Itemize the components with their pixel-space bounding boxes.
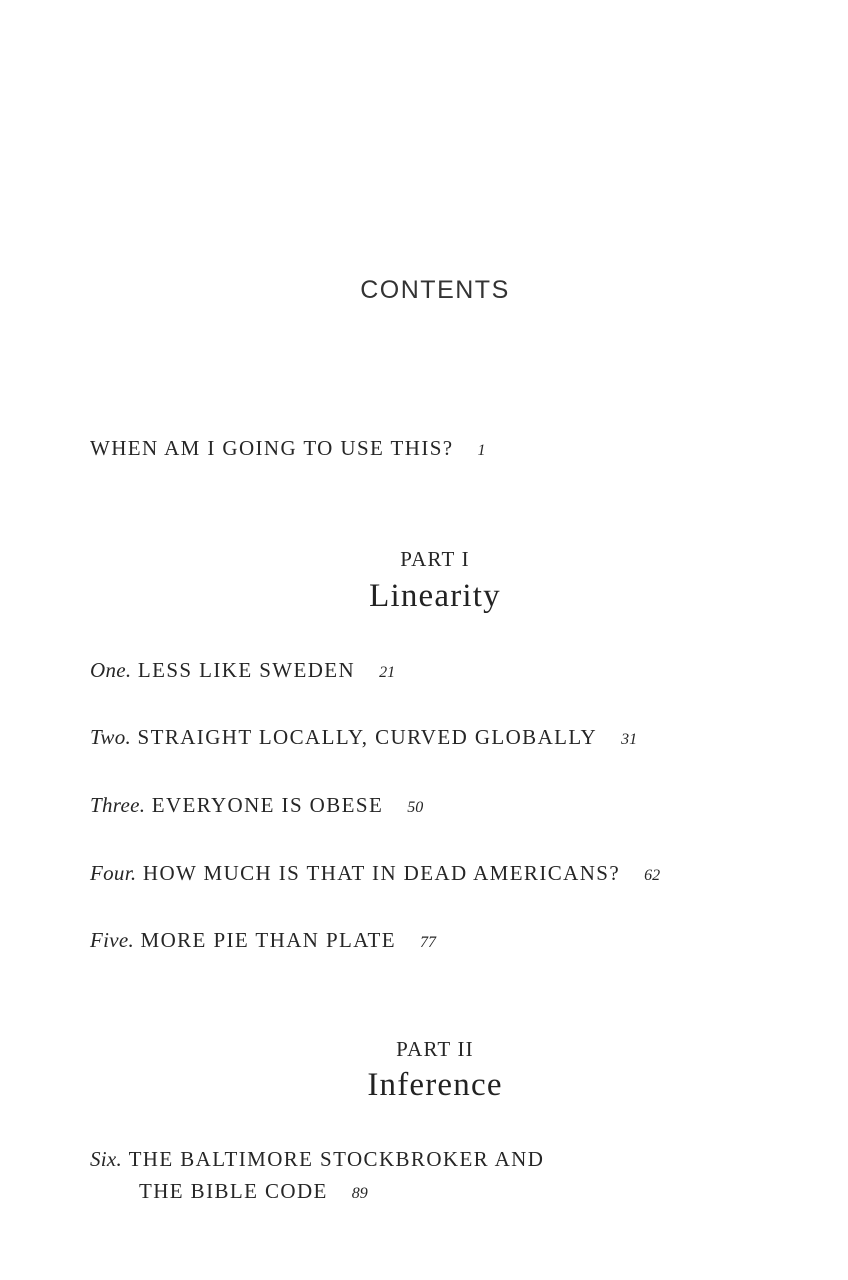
toc-entry-chapter[interactable] bbox=[90, 928, 436, 953]
toc-page-number: 89 bbox=[351, 1185, 368, 1202]
chapter-number: Six. bbox=[90, 1147, 123, 1171]
chapter-number: Two. bbox=[90, 725, 132, 749]
part-label: PART II bbox=[396, 1037, 474, 1061]
toc-entry-title: WHEN AM I GOING TO USE THIS? bbox=[90, 436, 454, 460]
toc-page-number: 1 bbox=[477, 442, 486, 459]
chapter-number: Four. bbox=[90, 861, 137, 885]
contents-heading: CONTENTS bbox=[360, 276, 510, 304]
toc-entry-chapter[interactable] bbox=[90, 658, 395, 683]
toc-page-number: 50 bbox=[407, 799, 424, 816]
toc-entry-title: THE BALTIMORE STOCKBROKER AND bbox=[128, 1147, 545, 1171]
part-label: PART I bbox=[400, 547, 470, 571]
toc-entry-intro[interactable] bbox=[90, 436, 486, 461]
toc-entry-chapter[interactable] bbox=[90, 1147, 544, 1204]
toc-entry-chapter[interactable] bbox=[90, 793, 423, 818]
part-title: Inference bbox=[367, 1067, 503, 1103]
toc-entry-title: MORE PIE THAN PLATE bbox=[140, 928, 396, 952]
toc-page-number: 31 bbox=[621, 731, 638, 748]
chapter-number: Three. bbox=[90, 793, 146, 817]
toc-entry-title: HOW MUCH IS THAT IN DEAD AMERICANS? bbox=[142, 861, 621, 885]
toc-entry-title-continued: THE BIBLE CODE bbox=[139, 1179, 328, 1203]
toc-entry-chapter[interactable] bbox=[90, 725, 637, 750]
chapter-number: Five. bbox=[90, 928, 135, 952]
toc-page-number: 21 bbox=[379, 664, 396, 681]
toc-page-number: 62 bbox=[644, 867, 661, 884]
chapter-number: One. bbox=[90, 658, 132, 682]
part-title: Linearity bbox=[369, 578, 501, 614]
toc-entry-title: STRAIGHT LOCALLY, CURVED GLOBALLY bbox=[137, 725, 598, 749]
toc-page-number: 77 bbox=[419, 934, 436, 951]
toc-entry-chapter[interactable] bbox=[90, 861, 660, 886]
toc-entry-title: LESS LIKE SWEDEN bbox=[137, 658, 356, 682]
toc-entry-title: EVERYONE IS OBESE bbox=[151, 793, 384, 817]
